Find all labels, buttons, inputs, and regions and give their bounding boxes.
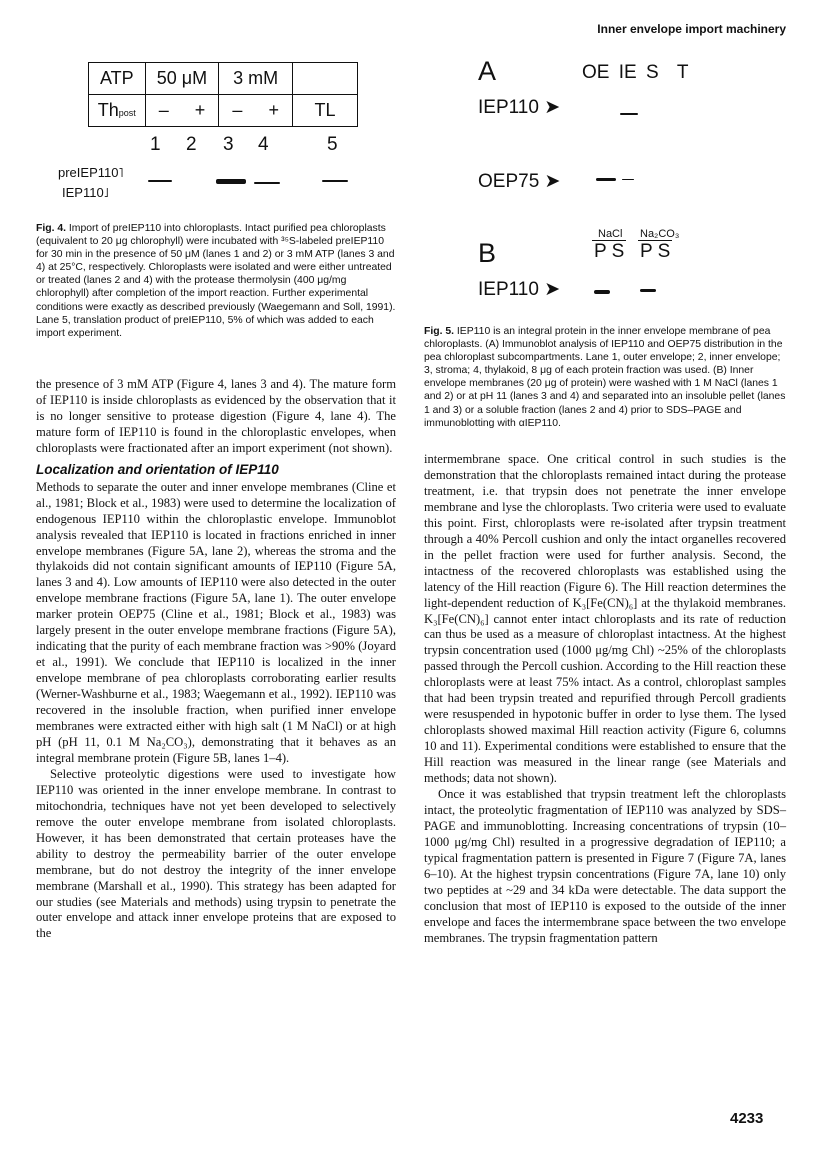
- lane4-treatment: +: [256, 95, 293, 127]
- paragraph: Once it was established that trypsin treatment left the chloroplasts intact, the proteolytic fragmentation of IEP110 was analyzed by SDS–PAGE and immunoblotting. Increasing concentrations of trypsin (10–1000 μg/mg Chl) resulted in a progressive degradation of IEP110; a typical fragmentation pattern is presented in Figure 7 (Figure 7A, lanes 6–10). At the highest trypsin concentrations (Figure 7A, lane 10) only two peptides at ~29 and 34 kDa were detectable. The data support the conclusion that most of IEP110 is exposed to the outside of the inner envelope and faces the intermembrane space between the two envelope membranes. The trypsin fragmentation pattern: [424, 787, 786, 945]
- fig5-row-oep75: OEP75 ➤: [478, 171, 561, 192]
- lane3-treatment: –: [219, 95, 256, 127]
- fig5-lane-headers: OE IE S T: [582, 62, 689, 83]
- iep110-label: IEP110˩: [62, 185, 109, 200]
- fig4-band-lane5: [322, 180, 348, 182]
- paragraph: intermembrane space. One critical control in such studies is the demonstration that the chloroplasts remained intact during the protease treatment, i.e. that trypsin does not penetrate the inner envelope membrane and lyse the chloroplasts. Two criteria were used to evaluate this point. First, chloroplasts were re-isolated after trypsin treatment through a 40% Percoll cushion and only the intact organelles recovered in the pellet fraction were used for further analysis. Second, the intactness of the recovered chloroplasts was established using the latency of the Hill reaction (Figure 6). The Hill reaction determines the light-dependent reduction of K₃[Fe(CN)₆] at the thylakoid membranes. K₃[Fe(CN)₆] cannot enter intact chloroplasts and its rate of reduction can thus be used as a measure of chloroplast intactness. At the highest trypsin concentration used (1000 μg/mg Chl) ~25% of the chloroplasts passed through the Percoll cushion. According to the Hill reaction these chloroplasts were at least 75% intact. As a control, chloroplast samples that had been trypsin treated and repurified through Percoll gradients were resuspended in hypotonic buffer in order to lyse them. The lysed chloroplasts showed maximal Hill reaction activity (Figure 6, columns 10 and 11). Experimental conditions were established to ensure that the Hill reaction was measured in the linear range (see Materials and methods; data not shown).: [424, 452, 786, 786]
- fig5b-band-nacl-pellet: [594, 290, 610, 294]
- fig5-ps-na2co3: P S: [640, 241, 671, 262]
- figure-4-table: [88, 62, 358, 132]
- fig5-panel-a: A: [478, 56, 497, 86]
- lane2-treatment: +: [182, 95, 219, 127]
- atp-50um: 50 μM: [145, 63, 219, 95]
- arrow-icon: ➤: [544, 97, 561, 118]
- arrow-icon: ➤: [544, 171, 561, 192]
- th-post-label: Thpost: [89, 95, 146, 127]
- atp-label: ATP: [89, 63, 146, 95]
- paragraph: Selective proteolytic digestions were used to investigate how IEP110 was oriented in the inner envelope membrane. In contrast to mitochondria, techniques have not yet been developed to selectively remove the outer envelope membrane from isolated chloroplasts. However, it has been demonstrated that certain proteases have the ability to destroy the permeability barrier of the outer envelope membrane, but do not destroy the integrity of the inner envelope membrane (Marshall et al., 1990). This strategy has been adapted for our studies (see Materials and methods) using trypsin to penetrate the outer envelope and attack inner envelope proteins that are exposed to the: [36, 766, 396, 941]
- lane-number-5: 5: [327, 134, 338, 155]
- figure-4-caption: Fig. 4. Import of preIEP110 into chloroplasts. Intact purified pea chloroplasts (equivalent to 20 μg chlorophyll) were incubated with ³⁵S-labeled preIEP110 for 30 min in the presence of 50 μM (lanes 1 and 2) or 3 mM ATP (lanes 3 and 4) at 25°C, respectively. Chloroplasts were isolated and were either untreated or treated (lanes 2 and 4) with the protease thermolysin (400 μg/mg chlorophyll) after completion of the import reaction. Further experimental conditions were exactly as described previously (Waegemann and Soll, 1991). Lane 5, translation product of preIEP110, 5% of which was added to each import experiment.: [36, 223, 396, 339]
- fig5-ps-nacl: P S: [594, 241, 625, 262]
- fig4-band-lane4: [254, 182, 280, 184]
- fig5-panel-b: B: [478, 238, 497, 268]
- fig5a-iep110-band-ie: [620, 113, 638, 115]
- left-text-column: [36, 377, 396, 942]
- atp-3mm: 3 mM: [219, 63, 293, 95]
- fig5a-oep75-band-oe: [596, 178, 616, 181]
- figure-5-caption: Fig. 5. IEP110 is an integral protein in the inner envelope membrane of pea chloroplasts. (A) Immunoblot analysis of IEP110 and OEP75 distribution in the pea chloroplast subcompartments. Lane 1, outer envelope; 2, inner envelope; 3, stroma; 4, thylakoid, 8 μg of each protein fraction was used. (B) Inner envelope membranes (20 μg of protein) were washed with 1 M NaCl (lanes 1 and 2) or at pH 11 (lanes 3 and 4) and separated into an insoluble pellet (lanes 1 and 3) or a soluble fraction (lanes 2 and 4) prior to SDS–PAGE and immunoblotting with αIEP110.: [424, 326, 786, 429]
- arrow-icon: ➤: [544, 279, 561, 300]
- lane5-tl: TL: [292, 95, 357, 127]
- lane1-treatment: –: [145, 95, 182, 127]
- lane-number-4: 4: [258, 134, 269, 155]
- fig4-band-lane1: [148, 180, 172, 182]
- section-heading: Localization and orientation of IEP110: [36, 461, 279, 477]
- lane-number-1: 1: [150, 134, 161, 155]
- fig5-row-iep110: IEP110 ➤: [478, 97, 561, 118]
- paragraph: the presence of 3 mM ATP (Figure 4, lanes 3 and 4). The mature form of IEP110 is inside chloroplasts as evidenced by the observation that it is no longer sensitive to protease digestion (Figure 4, lane 4). The mature form of IEP110 is found in the chloroplastic envelopes, when chloroplasts were fractionated after an import experiment (not shown).: [36, 377, 396, 455]
- empty-cell: [292, 63, 357, 95]
- fig4-band-lane3: [216, 179, 246, 184]
- fig5b-band-na2co3-pellet: [640, 289, 656, 292]
- fig5a-oep75-band-ie: [622, 179, 634, 180]
- preiep110-label: preIEP110˥: [58, 165, 124, 180]
- fig5-row-b-iep110: IEP110 ➤: [478, 279, 561, 300]
- running-header: Inner envelope import machinery: [597, 22, 786, 36]
- fig5-na2co3-label: Na₂CO₃: [640, 228, 680, 240]
- page-number: 4233: [730, 1110, 764, 1127]
- fig5-nacl-label: NaCl: [598, 228, 623, 240]
- right-text-column: [424, 452, 786, 947]
- lane-number-2: 2: [186, 134, 197, 155]
- paragraph: Methods to separate the outer and inner envelope membranes (Cline et al., 1981; Block et al., 1983) were used to determine the localization of endogenous IEP110 within the chloroplastic envelope. Immunoblot analysis revealed that IEP110 is located in fractions enriched in inner envelope membranes (Figure 5A, lane 2), whereas the stroma and the thylakoids did not contain significant amounts of IEP110 (Figure 5A, lanes 3 and 4). Low amounts of IEP110 were also detected in the outer envelope membrane fractions (Figure 5A, lane 1). The outer envelope marker protein OEP75 (Cline et al., 1981; Block et al., 1983) was largely present in the outer envelope membrane fractions (Figure 5A), indicating that the purity of each membrane fraction was >90% (Joyard et al., 1991). We conclude that IEP110 is localized in the inner envelope membrane of pea chloroplasts corroborating earlier results (Werner-Washburne et al., 1983; Waegemann et al., 1992). IEP110 was recovered in the insoluble fraction, when purified inner envelope membranes were extracted either with high salt (1 M NaCl) or at high pH (pH 11, 0.1 M Na₂CO₃), demonstrating that it behaves as an integral membrane protein (Figure 5B, lanes 1–4).: [36, 479, 396, 765]
- lane-number-3: 3: [223, 134, 234, 155]
